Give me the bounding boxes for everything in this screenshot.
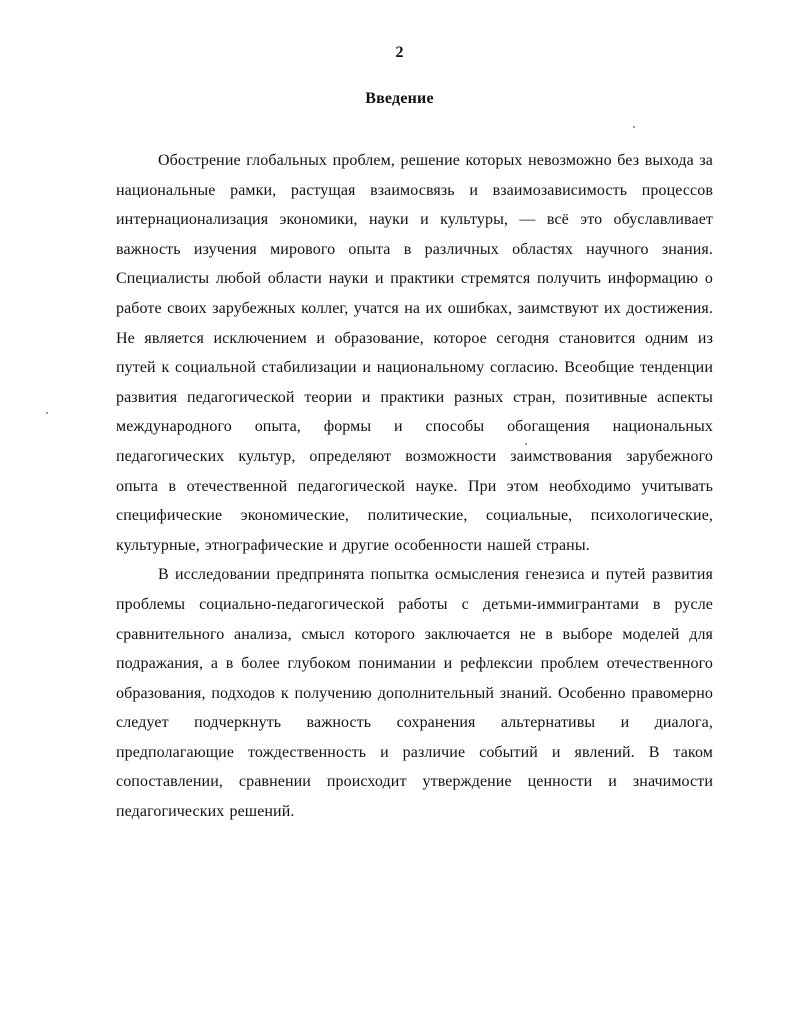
scan-speck: [525, 443, 527, 445]
body-text: [116, 146, 713, 827]
section-heading: Введение: [365, 90, 434, 107]
scan-speck: [46, 412, 48, 414]
paragraph-1: Обострение глобальных проблем, решение которых невозможно без выхода за национальные рамки, растущая взаимосвязь и взаимозависимость процессов интернационализация экономики, науки и культуры, — всё это обуславливает важность изучения мирового опыта в различных областях научного знания. Специалисты любой области науки и практики стремятся получить информацию о работе своих зарубежных коллег, учатся на их ошибках, заимствуют их достижения. Не является исключением и образование, которое сегодня становится одним из путей к социальной стабилизации и национальному согласию. Всеобщие тенденции развития педагогической теории и практики разных стран, позитивные аспекты международного опыта, формы и способы обогащения национальных педагогических культур, определяют возможности заимствования зарубежного опыта в отечественной педагогической науке. При этом необходимо учитывать специфические экономические, политические, социальные, психологические, культурные, этнографические и другие особенности нашей страны.: [116, 152, 713, 554]
paragraph-2: В исследовании предпринята попытка осмысления генезиса и путей развития проблемы социально-педагогической работы с детьми-иммигрантами в русле сравнительного анализа, смысл которого заключается не в выборе моделей для подражания, а в более глубоком понимании и рефлексии проблем отечественного образования, подходов к получению дополнительный знаний. Особенно правомерно следует подчеркнуть важность сохранения альтернативы и диалога, предполагающие тождественность и различие событий и явлений. В таком сопоставлении, сравнении происходит утверждение ценности и значимости педагогических решений.: [116, 566, 713, 821]
scan-speck: [633, 126, 635, 128]
page-number: 2: [395, 44, 404, 61]
